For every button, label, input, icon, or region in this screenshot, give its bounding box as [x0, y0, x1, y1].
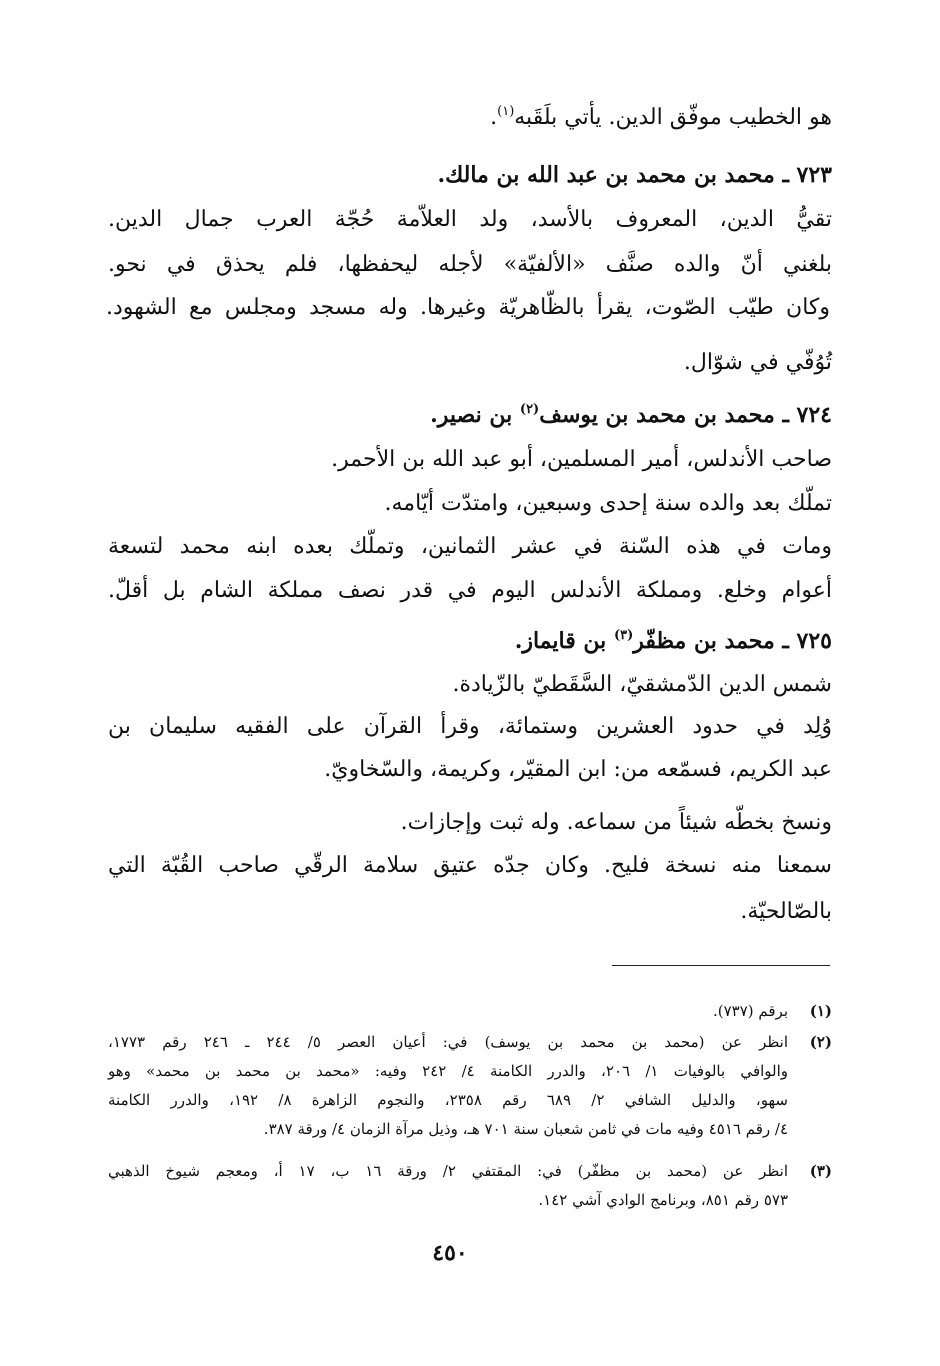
page-number: ٤٥٠	[432, 1240, 468, 1266]
footnote-ref-3[interactable]: (٣)	[613, 628, 634, 643]
body-line-4: بلغني أنّ والده صنَّف «الألفيّة» لأجله ليحفظها، فلم يحذق في نحو.	[108, 252, 832, 277]
body-line-18: بالصّالحيّة.	[740, 899, 832, 924]
footnote-3-line-2: ٥٧٣ رقم ٨٥١، وبرنامج الوادي آشي ١٤٢.	[538, 1191, 788, 1209]
body-line-5: وكان طيّب الصّوت، يقرأ بالظّاهريّة وغيرها. وله مسجد ومجلس مع الشهود.	[106, 295, 830, 320]
body-line-3: تقيُّ الدين، المعروف بالأسد، ولد العلاّمة حُجّة العرب جمال الدين.	[108, 207, 832, 232]
body-line-1: هو الخطيب موفّق الدين. يأتي بلَقَبه$^{(١)}$.	[490, 104, 832, 130]
footnote-1-number: (١)	[809, 1002, 832, 1020]
footnote-2	[108, 1028, 832, 1057]
entry-heading-724: ٧٢٤ ـ محمد بن محمد بن يوسف$^{(٢)}$ بن نصير.	[430, 402, 832, 428]
body-line-11: أعوام وخلع. ومملكة الأندلس اليوم في قدر نصف مملكة الشام بل أقلّ.	[108, 578, 832, 603]
footnote-2-number: (٢)	[809, 1033, 832, 1051]
body-line-16: ونسخ بخطّه شيئاً من سماعه. وله ثبت وإجازات.	[400, 810, 832, 835]
footnote-2-line-3: سهو، والدليل الشافي ٢/ ٦٨٩ رقم ٢٣٥٨، والنجوم الزاهرة ٨/ ١٩٢، والدرر الكامنة	[108, 1091, 788, 1109]
body-line-17: سمعنا منه نسخة فليح. وكان جدّه عتيق سلامة الرقّي صاحب القُبّة التي	[108, 853, 832, 878]
entry-heading-725: ٧٢٥ ـ محمد بن مظفّر$^{(٣)}$ بن قايماز.	[514, 628, 832, 654]
footnote-2-line-1: انظر عن (محمد بن محمد بن يوسف) في: أعيان العصر ٥/ ٢٤٤ ـ ٢٤٦ رقم ١٧٧٣،	[108, 1033, 788, 1051]
footnote-3	[108, 1157, 832, 1186]
footnote-separator	[612, 965, 830, 966]
footnote-1-text: برقم (٧٣٧).	[712, 1002, 788, 1020]
body-line-6: تُوُفّي في شوّال.	[683, 350, 832, 375]
body-line-9: تملّك بعد والده سنة إحدى وسبعين، وامتدّت أيّامه.	[384, 491, 832, 516]
body-line-15: عبد الكريم، فسمّعه من: ابن المقيّر، وكريمة، والسّخاويّ.	[324, 757, 832, 782]
footnote-ref-2[interactable]: (٢)	[519, 402, 540, 417]
footnote-ref-1[interactable]: (١)	[497, 104, 515, 119]
body-line-14: وُلِد في حدود العشرين وستمائة، وقرأ القرآن على الفقيه سليمان بن	[108, 714, 832, 739]
entry-heading-723: ٧٢٣ ـ محمد بن محمد بن عبد الله بن مالك.	[437, 162, 832, 188]
footnote-3-line-1: انظر عن (محمد بن مظفّر) في: المقتفي ٢/ ورقة ١٦ ب، ١٧ أ، ومعجم شيوخ الذهبي	[108, 1162, 789, 1180]
footnote-2-line-2: والوافي بالوفيات ١/ ٢٠٦، والدرر الكامنة ٤/ ٢٤٢ وفيه: «محمد بن محمد بن محمد» وهو	[108, 1062, 789, 1080]
footnote-1	[108, 997, 832, 1026]
footnote-2-line-4: ٤/ رقم ٤٥١٦ وفيه مات في ثامن شعبان سنة ٧٠١ هـ، وذيل مرآة الزمان ٤/ ورقة ٣٨٧.	[263, 1120, 788, 1138]
body-line-10: ومات في هذه السّنة في عشر الثمانين، وتملّك بعده ابنه محمد لتسعة	[108, 534, 832, 559]
body-line-8: صاحب الأندلس، أمير المسلمين، أبو عبد الله بن الأحمر.	[331, 447, 832, 472]
footnote-3-number: (٣)	[809, 1162, 832, 1180]
body-line-13: شمس الدين الدّمشقيّ، السَّقَطيّ بالزّيادة.	[452, 672, 832, 697]
